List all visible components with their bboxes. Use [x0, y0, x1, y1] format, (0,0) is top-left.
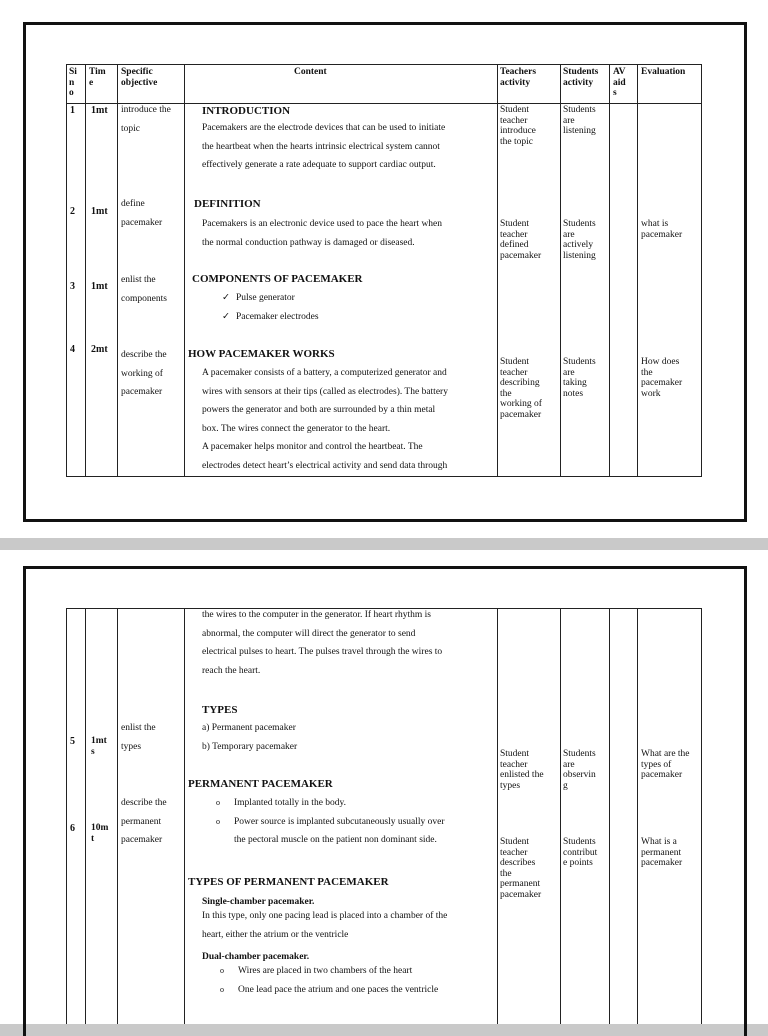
list-item: o One lead pace the atrium and one paces the ventricle	[220, 981, 492, 1000]
check-icon: ✓	[222, 293, 230, 303]
row6-content	[216, 794, 492, 850]
row1-teacher-activity: Student teacher introduce the topic	[500, 105, 536, 147]
types-permanent-heading: TYPES OF PERMANENT PACEMAKER	[188, 876, 389, 888]
row4-sino: 4	[70, 344, 75, 355]
column-divider	[184, 64, 185, 477]
header-teachers-activity: Teachers activity	[500, 67, 537, 88]
lesson-plan-table-continued	[66, 608, 702, 1024]
row2-students-activity: Students are actively listening	[563, 219, 596, 261]
column-divider	[609, 64, 610, 477]
row2-time: 1mt	[91, 206, 108, 217]
column-divider	[701, 608, 702, 1024]
check-icon: ✓	[222, 311, 230, 322]
row6-students-activity: Students contribut e points	[563, 837, 598, 868]
row4-time: 2mt	[91, 344, 108, 355]
continued-content: the wires to the computer in the generator. If heart rhythm is abnormal, the computer will direct the generator to send electrical pulses to heart. The pulses travel through the wires to reach the heart.	[202, 610, 443, 676]
row1-objective: introduce the topic	[121, 105, 171, 134]
row2-content: Pacemakers is an electronic device used to pace the heart when the normal conduction pathway is damaged or diseased.	[202, 219, 443, 248]
header-content: Content	[294, 67, 327, 77]
row1-sino: 1	[70, 105, 75, 116]
column-divider	[85, 608, 86, 1024]
header-evaluation: Evaluation	[641, 67, 686, 77]
row6-sino: 6	[70, 823, 75, 834]
document-page-2	[0, 550, 768, 1024]
single-chamber-heading: Single-chamber pacemaker.	[202, 897, 315, 907]
row5-heading: TYPES	[202, 704, 238, 716]
list-item: o Power source is implanted subcutaneously usually over	[216, 813, 492, 832]
column-divider	[560, 608, 561, 1024]
list-item: ✓ Pulse generator	[222, 289, 482, 308]
column-divider	[497, 64, 498, 477]
column-divider	[497, 608, 498, 1024]
row3-heading: COMPONENTS OF PACEMAKER	[192, 273, 363, 285]
row5-objective: enlist the types	[121, 723, 156, 752]
row4-evaluation: How does the pacemaker work	[641, 357, 683, 399]
bullet-icon: o	[216, 816, 220, 826]
header-time: Tim e	[89, 67, 106, 88]
column-divider	[637, 64, 638, 477]
bullet-icon: o	[216, 798, 220, 807]
list-item: o Wires are placed in two chambers of the heart	[220, 962, 492, 981]
header-objective: Specific objective	[121, 67, 158, 88]
row6-heading: PERMANENT PACEMAKER	[188, 778, 333, 790]
header-av-aids: AV aid s	[613, 67, 626, 98]
column-divider	[66, 608, 67, 1024]
row6-objective: describe the permanent pacemaker	[121, 798, 167, 845]
row5-students-activity: Students are observin g	[563, 749, 596, 791]
header-sino: Si n o	[69, 67, 77, 98]
row1-students-activity: Students are listening	[563, 105, 596, 136]
row3-components-list	[222, 289, 482, 326]
column-divider	[85, 64, 86, 477]
column-divider	[560, 64, 561, 477]
row6-time: 10m t	[91, 823, 109, 844]
single-chamber-text: In this type, only one pacing lead is placed into a chamber of the heart, either the atrium or the ventricle	[202, 911, 448, 940]
column-divider	[117, 608, 118, 1024]
row5-teacher-activity: Student teacher enlisted the types	[500, 749, 544, 791]
row3-time: 1mt	[91, 281, 108, 292]
column-divider	[609, 608, 610, 1024]
row1-content: Pacemakers are the electrode devices that can be used to initiate the heartbeat when the hearts intrinsic electrical system cannot effectively generate a rate adequate to support cardiac output.	[202, 123, 446, 170]
lesson-plan-table	[66, 64, 702, 477]
row2-evaluation: what is pacemaker	[641, 219, 683, 240]
row2-objective: define pacemaker	[121, 199, 163, 228]
list-item-continuation: the pectoral muscle on the patient non dominant side.	[234, 835, 437, 845]
list-item: ✓ Pacemaker electrodes	[222, 308, 482, 327]
row3-sino: 3	[70, 281, 75, 292]
dual-chamber-list	[220, 962, 492, 999]
row3-objective: enlist the components	[121, 275, 167, 304]
header-students-activity: Students activity	[563, 67, 599, 88]
row5-evaluation: What are the types of pacemaker	[641, 749, 690, 780]
row4-objective: describe the working of pacemaker	[121, 350, 167, 397]
column-divider	[637, 608, 638, 1024]
bullet-icon: o	[220, 966, 224, 975]
row1-heading: INTRODUCTION	[202, 105, 291, 117]
row5-types-list: a) Permanent pacemaker b) Temporary pacemaker	[202, 723, 298, 752]
dual-chamber-heading: Dual-chamber pacemaker.	[202, 952, 310, 962]
row2-teacher-activity: Student teacher defined pacemaker	[500, 219, 542, 261]
bullet-icon: o	[220, 984, 224, 994]
row5-time: 1mt s	[91, 736, 107, 757]
column-divider	[117, 64, 118, 477]
list-item: o Implanted totally in the body.	[216, 794, 492, 813]
row4-teacher-activity: Student teacher describing the working of pacemaker	[500, 357, 542, 420]
row6-teacher-activity: Student teacher describes the permanent pacemaker	[500, 837, 542, 900]
row1-time: 1mt	[91, 105, 108, 116]
row4-heading: HOW PACEMAKER WORKS	[188, 348, 335, 360]
row2-heading: DEFINITION	[194, 198, 261, 210]
column-divider	[184, 608, 185, 1024]
row4-content: A pacemaker consists of a battery, a computerized generator and wires with sensors at their tips (called as electrodes). The battery powers the generator and both are surrounded by a thin metal box. The wires connect the generator to the heart. A pacemaker helps monitor and control the heartbeat. The electrodes detect heart’s electrical activity and send data through	[202, 368, 448, 471]
row4-students-activity: Students are taking notes	[563, 357, 596, 399]
row2-sino: 2	[70, 206, 75, 217]
row6-evaluation: What is a permanent pacemaker	[641, 837, 683, 868]
row5-sino: 5	[70, 736, 75, 747]
